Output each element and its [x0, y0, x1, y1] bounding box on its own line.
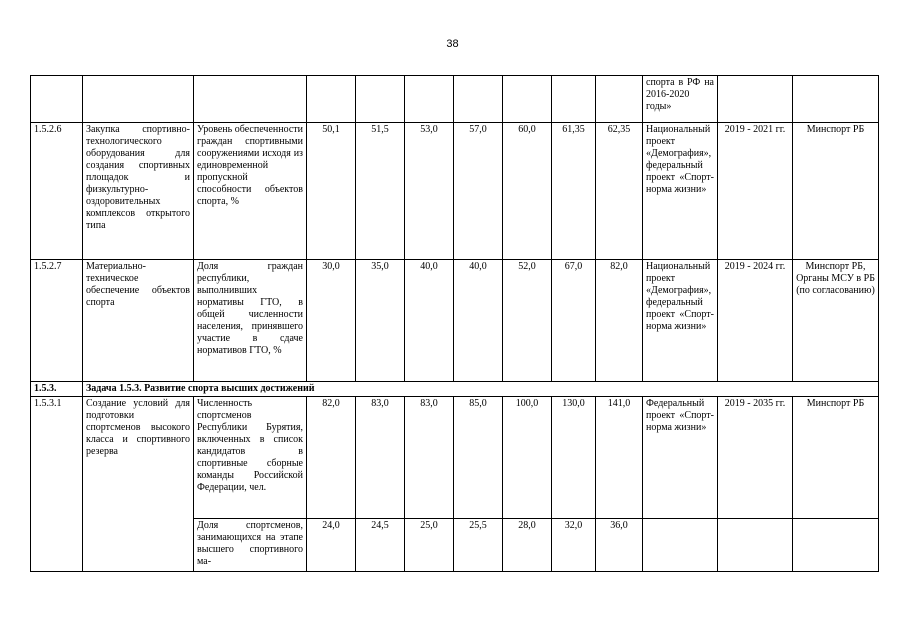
value-cell: 28,0 — [503, 519, 552, 572]
value-cell: 67,0 — [552, 260, 596, 382]
indicator-cell — [194, 519, 307, 572]
value-cell: 60,0 — [503, 123, 552, 260]
program-cell: Национальный проект «Демография», федеральный проект «Спорт-норма жизни» — [643, 123, 718, 260]
task-row — [31, 382, 879, 397]
value-cell: 100,0 — [503, 397, 552, 519]
value-cell: 50,1 — [307, 123, 356, 260]
value-cell: 51,5 — [356, 123, 405, 260]
code-cell: 1.5.2.7 — [31, 260, 83, 382]
value-cell: 83,0 — [356, 397, 405, 519]
indicator-cell: Уровень обеспеченности граждан спортивными сооружениями исходя из единовременной пропускной способности объектов спорта, % — [194, 123, 307, 260]
value-cell: 36,0 — [596, 519, 643, 572]
value-cell: 40,0 — [454, 260, 503, 382]
indicator-text: Доля спортсменов, занимающихся на этапе высшего спортивного ма- — [197, 520, 303, 567]
task-code: 1.5.3. — [31, 382, 83, 397]
value-cell: 25,0 — [405, 519, 454, 572]
period-cell: 2019 - 2035 гг. — [718, 397, 793, 519]
value-cell: 53,0 — [405, 123, 454, 260]
executor-cell: Минспорт РБ — [793, 123, 879, 260]
value-cell: 32,0 — [552, 519, 596, 572]
period-cell: 2019 - 2021 гг. — [718, 123, 793, 260]
table-row — [31, 397, 879, 519]
indicator-cell: Численность спортсменов Республики Бурятия, включенных в список кандидатов в спортивные сборные команды Российской Федерации, чел. — [194, 397, 307, 519]
event-cell: Закупка спортивно-технологического оборудования для создания спортивных площадок и физкультурно-оздоровительных комплексов открытого типа — [83, 123, 194, 260]
value-cell: 141,0 — [596, 397, 643, 519]
executor-cell: Минспорт РБ — [793, 397, 879, 519]
code-cell: 1.5.2.6 — [31, 123, 83, 260]
table-row — [31, 123, 879, 260]
table-row — [31, 76, 879, 123]
value-cell: 57,0 — [454, 123, 503, 260]
event-cell: Материально-техническое обеспечение объектов спорта — [83, 260, 194, 382]
executor-cell: Минспорт РБ, Органы МСУ в РБ (по согласованию) — [793, 260, 879, 382]
table-row — [31, 260, 879, 382]
code-cell: 1.5.3.1 — [31, 397, 83, 572]
measures-table — [30, 75, 879, 572]
value-cell: 24,5 — [356, 519, 405, 572]
value-cell: 35,0 — [356, 260, 405, 382]
indicator-cell: Доля граждан республики, выполнивших нормативы ГТО, в общей численности населения, принявшего участие в сдаче нормативов ГТО, % — [194, 260, 307, 382]
value-cell: 40,0 — [405, 260, 454, 382]
period-cell: 2019 - 2024 гг. — [718, 260, 793, 382]
program-cell: спорта в РФ на 2016-2020 годы» — [643, 76, 718, 123]
program-cell: Национальный проект «Демография», федеральный проект «Спорт-норма жизни» — [643, 260, 718, 382]
value-cell: 61,35 — [552, 123, 596, 260]
value-cell: 83,0 — [405, 397, 454, 519]
value-cell: 25,5 — [454, 519, 503, 572]
value-cell: 52,0 — [503, 260, 552, 382]
value-cell: 24,0 — [307, 519, 356, 572]
value-cell: 62,35 — [596, 123, 643, 260]
value-cell: 82,0 — [596, 260, 643, 382]
event-cell: Создание условий для подготовки спортсменов высокого класса и спортивного резерва — [83, 397, 194, 572]
value-cell: 85,0 — [454, 397, 503, 519]
value-cell: 130,0 — [552, 397, 596, 519]
value-cell: 30,0 — [307, 260, 356, 382]
program-cell: Федеральный проект «Спорт-норма жизни» — [643, 397, 718, 519]
value-cell: 82,0 — [307, 397, 356, 519]
task-title: Задача 1.5.3. Развитие спорта высших достижений — [83, 382, 879, 397]
page-number: 38 — [446, 38, 459, 50]
